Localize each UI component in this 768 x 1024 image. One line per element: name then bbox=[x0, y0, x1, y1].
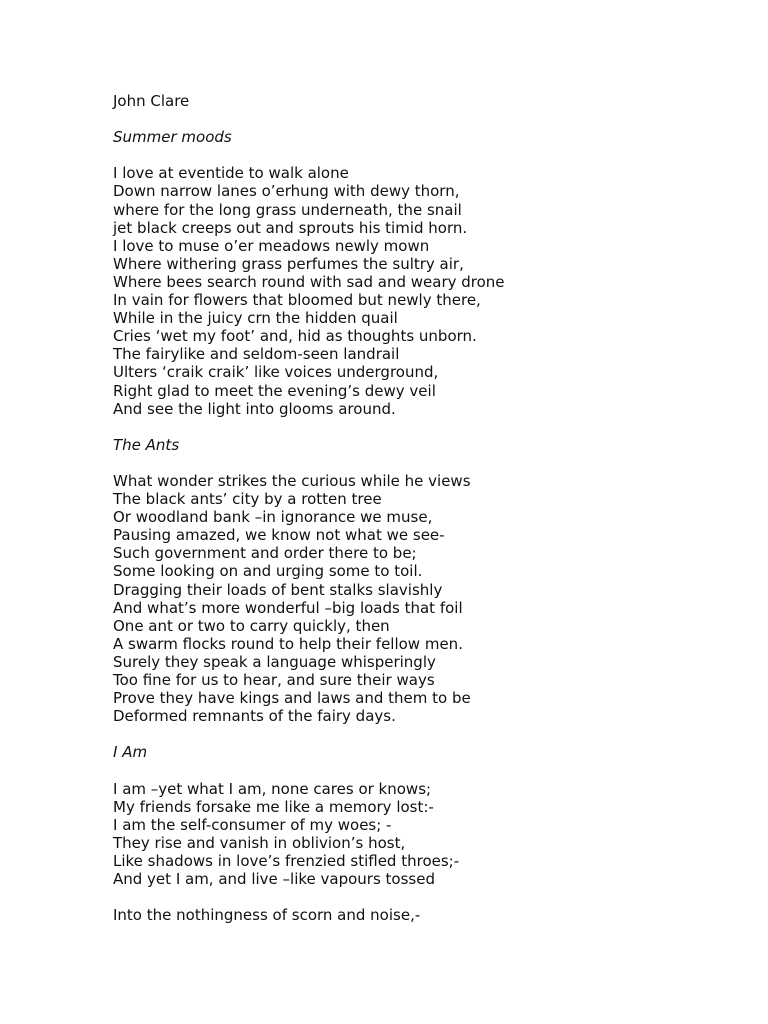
poem-line: Right glad to meet the evening’s dewy veil bbox=[113, 381, 436, 400]
poem-line: My friends forsake me like a memory lost:- bbox=[113, 797, 434, 816]
poem-line: Cries ‘wet my foot’ and, hid as thoughts unborn. bbox=[113, 327, 477, 346]
poem-i-am bbox=[113, 780, 713, 925]
poem-title-i-am: I Am bbox=[113, 743, 148, 762]
poem-line: The black ants’ city by a rotten tree bbox=[113, 490, 382, 509]
poem-line: Surely they speak a language whisperingly bbox=[113, 652, 436, 671]
poem-title-the-ants: The Ants bbox=[113, 435, 180, 454]
poem-line: In vain for flowers that bloomed but newly there, bbox=[113, 291, 481, 310]
poem-line: And see the light into glooms around. bbox=[113, 399, 396, 418]
poem-line: They rise and vanish in oblivion’s host, bbox=[113, 833, 406, 852]
poem-line: Pausing amazed, we know not what we see- bbox=[113, 526, 445, 545]
poem-line: Such government and order there to be; bbox=[113, 544, 417, 563]
poem-line: One ant or two to carry quickly, then bbox=[113, 616, 390, 635]
poem-line: What wonder strikes the curious while he views bbox=[113, 471, 471, 490]
poem-line: Like shadows in love’s frenzied stifled throes;- bbox=[113, 851, 460, 870]
poem-line: I love at eventide to walk alone bbox=[113, 164, 349, 183]
poem-line: While in the juicy crn the hidden quail bbox=[113, 309, 398, 328]
author-name: John Clare bbox=[113, 92, 190, 110]
poem-line: I love to muse o’er meadows newly mown bbox=[113, 236, 430, 255]
poem-line: And yet I am, and live –like vapours tossed bbox=[113, 870, 435, 889]
poem-line: Down narrow lanes o’erhung with dewy thorn, bbox=[113, 182, 460, 201]
poem-line: Some looking on and urging some to toil. bbox=[113, 562, 423, 581]
poem-line: jet black creeps out and sprouts his timid horn. bbox=[113, 218, 468, 237]
poem-line: Deformed remnants of the fairy days. bbox=[113, 707, 396, 726]
poem-line: Where withering grass perfumes the sultry air, bbox=[113, 254, 464, 273]
stanza-break bbox=[113, 888, 713, 906]
poem-line: Prove they have kings and laws and them to be bbox=[113, 689, 471, 708]
poem-line: Too fine for us to hear, and sure their ways bbox=[113, 671, 435, 689]
poem-line: Dragging their loads of bent stalks slavishly bbox=[113, 580, 443, 599]
poem-line: where for the long grass underneath, the snail bbox=[113, 200, 462, 219]
poem-line: Where bees search round with sad and weary drone bbox=[113, 272, 505, 291]
poem-title-summer-moods: Summer moods bbox=[113, 128, 232, 147]
poem-line: The fairylike and seldom-seen landrail bbox=[113, 345, 400, 364]
text-block bbox=[113, 92, 713, 942]
poem-line: Ulters ‘craik craik’ like voices underground, bbox=[113, 363, 439, 382]
poem-line: Or woodland bank –in ignorance we muse, bbox=[113, 508, 433, 527]
poem-summer-moods bbox=[113, 164, 713, 417]
poem-line: Into the nothingness of scorn and noise,- bbox=[113, 906, 421, 925]
poem-line: I am the self-consumer of my woes; - bbox=[113, 815, 392, 834]
poem-line: I am –yet what I am, none cares or knows; bbox=[113, 779, 432, 798]
poem-the-ants bbox=[113, 472, 713, 725]
poem-line: A swarm flocks round to help their fellow men. bbox=[113, 634, 463, 653]
poem-line: And what’s more wonderful –big loads that foil bbox=[113, 598, 463, 617]
